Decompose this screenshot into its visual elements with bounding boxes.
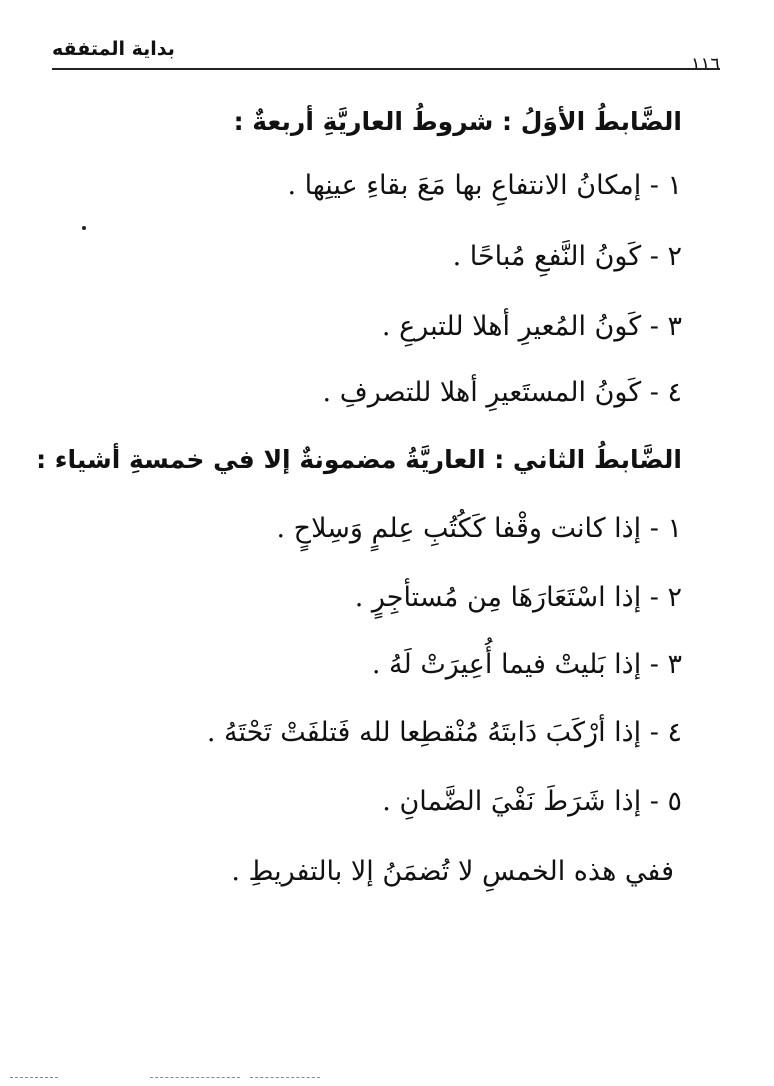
rule1-item-1: ١ - إمكانُ الانتفاعِ بها مَعَ بقاءِ عينِها . (287, 170, 682, 201)
rule1-item-2: ٢ - كَونُ النَّفعِ مُباحًا . (452, 241, 682, 272)
scan-artifact (250, 1077, 320, 1078)
conclusion-line: ففي هذه الخمسِ لا تُضمَنُ إلا بالتفريطِ . (231, 856, 674, 887)
rule2-item-4: ٤ - إذا أرْكَبَ دَابتَهُ مُنْقطِعا لله فَتلفَتْ تَحْتَهُ . (206, 717, 682, 748)
rule2-item-1: ١ - إذا كانت وقْفا كَكُتُبِ عِلمٍ وَسِلاحٍ . (276, 513, 682, 544)
scan-artifact (10, 1077, 58, 1078)
scan-artifact (150, 1077, 240, 1078)
rule2-item-5: ٥ - إذا شَرَطَ نَفْيَ الضَّمانِ . (382, 786, 682, 817)
stray-dot (82, 226, 86, 230)
rule2-heading: الضَّابطُ الثاني : العاريَّةُ مضمونةٌ إلا في خمسةِ أشياء : (36, 445, 682, 474)
rule1-item-3: ٣ - كَونُ المُعيرِ أهلا للتبرعِ . (381, 311, 682, 342)
header-rule (52, 68, 720, 70)
book-title: بداية المتفقه (52, 38, 175, 60)
page-number: ١١٦ (690, 54, 720, 75)
rule1-heading: الضَّابطُ الأوَلُ : شروطُ العاريَّةِ أربعةٌ : (233, 107, 682, 136)
rule2-item-2: ٢ - إذا اسْتَعَارَهَا مِن مُستأجِرٍ . (354, 582, 682, 613)
rule2-item-3: ٣ - إذا بَليتْ فيما أُعِيرَتْ لَهُ . (371, 649, 682, 680)
rule1-item-4: ٤ - كَونُ المستَعيرِ أهلا للتصرفِ . (322, 377, 682, 408)
